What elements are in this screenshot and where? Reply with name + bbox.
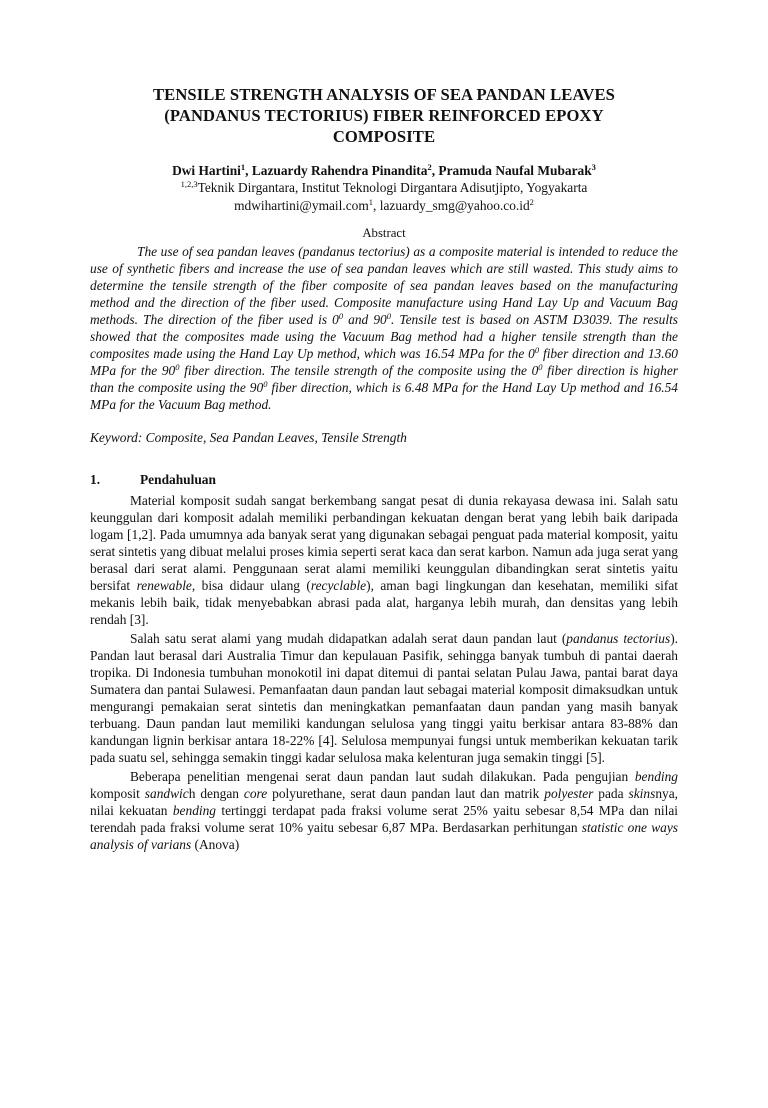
italic-term: statistic one ways analysis of varians	[90, 820, 678, 852]
email-address: mdwihartini@ymail.com	[234, 198, 369, 213]
text-run: (Anova)	[191, 837, 240, 852]
author-affiliation-mark: 3	[591, 162, 596, 172]
text-run: komposit	[90, 786, 145, 801]
abstract-run: fiber direction is higher than the composite using the 90	[90, 363, 679, 395]
section-heading	[90, 471, 678, 488]
section-number: 1.	[90, 472, 101, 487]
degree-superscript: 0	[538, 362, 543, 372]
email-mark: 1	[368, 197, 374, 207]
title-line: TENSILE STRENGTH ANALYSIS OF SEA PANDAN LEAVES	[153, 85, 615, 104]
author-name: Pramuda Naufal Mubarak	[438, 163, 592, 178]
email-separator: ,	[373, 198, 380, 213]
affiliation-mark: 1,2,3	[180, 179, 198, 189]
abstract-run: . Tensile test is based on ASTM D3039. The results showed that the composites made using the Vacuum Bag method had a higher tensile strength than the composites made using the Hand Lay Up method, which was 16.54 MPa for the 0	[90, 312, 679, 361]
italic-term: renewable	[136, 578, 192, 593]
degree-superscript: 0	[175, 362, 180, 372]
title-line: (PANDANUS TECTORIUS) FIBER REINFORCED EPOXY	[164, 106, 604, 125]
italic-term: pandanus tectorius	[566, 631, 671, 646]
email-address: lazuardy_smg@yahoo.co.id	[379, 198, 530, 213]
italic-term: sandwic	[144, 786, 189, 801]
abstract-run: fiber direction, which is 6.48 MPa for the Hand Lay Up method and 16.54 MPa for the Vacuum Bag method.	[90, 380, 679, 412]
degree-superscript: 0	[386, 311, 391, 321]
text-run: , bisa didaur ulang (	[191, 578, 311, 593]
paper-page	[0, 84, 768, 1108]
italic-term: core	[243, 786, 268, 801]
author-name: Dwi Hartini	[172, 163, 241, 178]
abstract-run: The use of sea pandan leaves (pandanus tectorius) as a composite material is intended to reduce the use of synthetic fibers and increase the use of sea pandan leaves which are still wasted. This study aims to determine the tensile strength of the fiber composite of sea pandan leaves based on the manufacturing method and the direction of the fiber used. Composite manufacture using Hand Lay Up and Vacuum Bag methods. The direction of the fiber used is 0	[90, 244, 678, 327]
text-run: ), aman bagi lingkungan dan kesehatan, memiliki sifat mekanis lebih baik, tidak menyebabkan abrasi pada alat, harganya lebih murah, dan densitas yang lebih rendah [3].	[90, 578, 678, 627]
text-run: pada	[593, 786, 629, 801]
author-emails	[90, 197, 678, 215]
italic-term: bending	[634, 769, 678, 784]
affiliation-text: Teknik Dirgantara, Institut Teknologi Dirgantara Adisutjipto, Yogyakarta	[197, 180, 588, 195]
author-list	[90, 162, 678, 179]
italic-term: skins	[628, 786, 656, 801]
title-line: COMPOSITE	[332, 127, 436, 146]
keywords: Keyword: Composite, Sea Pandan Leaves, Tensile Strength	[90, 430, 407, 445]
italic-term: bending	[172, 803, 216, 818]
abstract-run: fiber direction and 13.60 MPa for the 90	[90, 346, 678, 378]
author-separator: ,	[431, 163, 439, 178]
author-separator: ,	[245, 163, 252, 178]
affiliation	[90, 179, 678, 197]
body-paragraph	[90, 768, 678, 853]
email-mark: 2	[529, 197, 534, 207]
text-run: tertinggi terdapat pada fraksi volume serat 25% yaitu sebesar 8,54 MPa dan nilai terendah pada fraksi volume serat 10% yaitu sebesar 6,87 MPa. Berdasarkan perhitungan	[90, 803, 678, 835]
abstract-run: fiber direction. The tensile strength of the composite using the 0	[179, 363, 539, 378]
degree-superscript: 0	[263, 379, 268, 389]
paper-title	[90, 84, 678, 147]
text-run: ). Pandan laut berasal dari Australia Timur dan kepulauan Pasifik, sehingga banyak tumbuh di pantai daerah tropika. Di Indonesia tumbuhan monokotil ini dapat ditemui di pantai selatan Pulau Jawa, pantai barat daya Sumatera dan pantai Sulawesi. Pemanfaatan daun pandan laut sebagai material komposit dimaksudkan untuk mengurangi pemakaian serat sintetis dan meningkatkan pemanfaatan daun pandan yang masih banyak terbuang. Daun pandan laut memiliki kandungan selulosa yang tinggi yaitu berkisar antara 83-88% dan kandungan lignin berkisar antara 18-22% [4]. Selulosa mempunyai fungsi untuk memberikan kekuatan tarik pada suatu sel, sehingga semakin tinggi kadar selulosa maka kelenturan juga semakin tinggi [5].	[90, 631, 678, 765]
section-title: Pendahuluan	[140, 472, 216, 487]
text-run: nya, nilai kekuatan	[90, 786, 678, 818]
author-name: Lazuardy Rahendra Pinandita	[251, 163, 428, 178]
author-affiliation-mark: 1	[240, 162, 246, 172]
text-run: h dengan	[188, 786, 244, 801]
abstract-heading: Abstract	[362, 226, 406, 240]
degree-superscript: 0	[534, 345, 540, 355]
body-paragraph	[90, 630, 678, 766]
abstract-run: and 90	[343, 312, 387, 327]
text-run: Beberapa penelitian mengenai serat daun pandan laut sudah dilakukan. Pada pengujian	[130, 769, 635, 784]
text-run: polyurethane, serat daun pandan laut dan matrik	[267, 786, 545, 801]
abstract-text	[90, 243, 678, 413]
text-run: Material komposit sudah sangat berkembang sangat pesat di dunia rekayasa dewasa ini. Salah satu keunggulan dari komposit adalah memiliki perbandingan kekuatan dengan berat yang lebih baik daripada logam [1,2]. Pada umumnya ada banyak serat yang digunakan sebagai penguat pada material komposit, yaitu serat sintetis yang dibuat melalui proses kimia seperti serat kaca dan serat karbon. Namun ada juga serat yang berasal dari serat alami. Penggunaan serat alami memiliki keunggulan dibandingkan serat sintetis yaitu bersifat	[90, 493, 678, 593]
italic-term: recyclable	[310, 578, 367, 593]
body-paragraph	[90, 492, 678, 628]
text-run: Salah satu serat alami yang mudah didapatkan adalah serat daun pandan laut (	[130, 631, 567, 646]
author-affiliation-mark: 2	[427, 162, 432, 172]
degree-superscript: 0	[338, 311, 344, 321]
italic-term: polyester	[544, 786, 594, 801]
